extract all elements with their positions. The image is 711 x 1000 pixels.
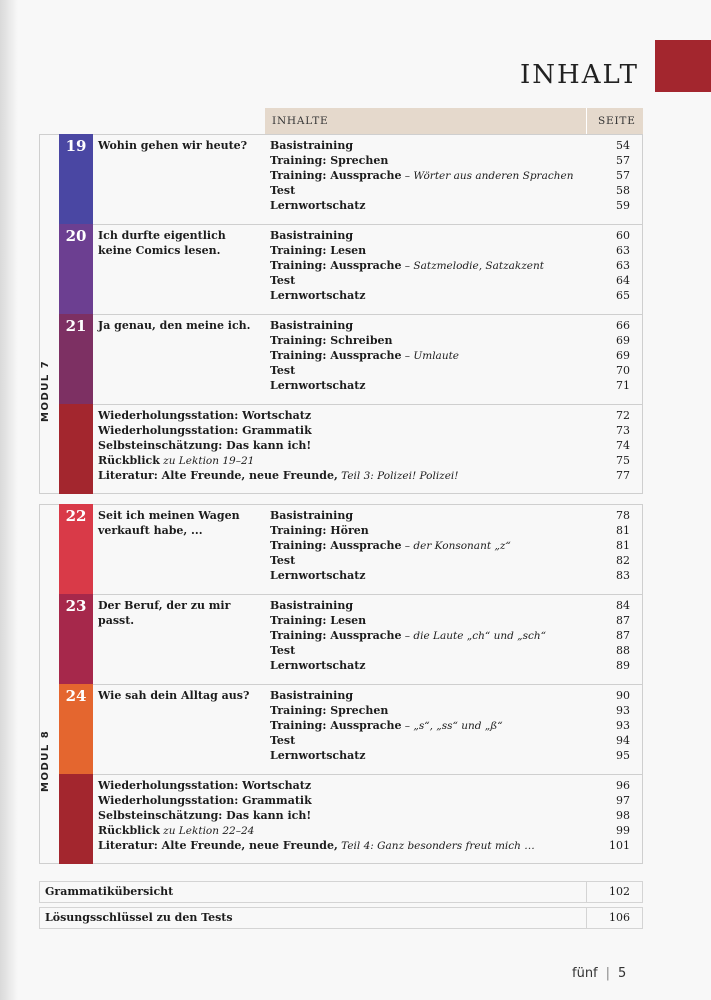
entry-title: Wiederholungsstation: Wortschatz (98, 779, 312, 792)
review-entry (98, 468, 459, 483)
entry-title: Basistraining (270, 509, 354, 522)
review-entry (98, 823, 254, 838)
lesson-entry (270, 348, 459, 363)
lesson-entry (270, 363, 295, 378)
entry-page-number: 75 (616, 454, 630, 467)
entry-title: Training: Aussprache (270, 539, 402, 552)
lesson-number: 21 (65, 317, 87, 335)
lesson-entry (270, 613, 366, 628)
module-frame-side (39, 504, 40, 864)
review-entry (98, 453, 254, 468)
appendix-page-number: 102 (609, 885, 630, 898)
entry-title: Training: Lesen (270, 244, 367, 257)
entry-title: Training: Schreiben (270, 334, 393, 347)
lesson-title: Wohin gehen wir heute? (98, 139, 248, 152)
entry-page-number: 99 (616, 824, 630, 837)
lesson-number: 19 (65, 137, 87, 155)
entry-page-number: 101 (609, 839, 630, 852)
lesson-number: 24 (65, 687, 87, 705)
entry-page-number: 93 (616, 704, 630, 717)
entry-title: Basistraining (270, 139, 354, 152)
entry-page-number: 74 (616, 439, 630, 452)
page-footer (572, 966, 626, 981)
entry-page-number: 71 (616, 379, 630, 392)
entry-title: Lernwortschatz (270, 289, 366, 302)
appendix-title: Grammatikübersicht (45, 885, 174, 898)
entry-detail: – die Laute „ch“ und „sch“ (401, 630, 547, 642)
entry-title: Selbsteinschätzung: Das kann ich! (98, 439, 312, 452)
entry-page-number: 59 (616, 199, 630, 212)
entry-title: Training: Aussprache (270, 169, 402, 182)
entry-title: Training: Aussprache (270, 349, 402, 362)
entry-detail: zu Lektion 22–24 (159, 825, 255, 837)
lesson-entry (270, 508, 353, 523)
entry-title: Test (270, 554, 296, 567)
entry-title: Lernwortschatz (270, 659, 366, 672)
entry-title: Test (270, 734, 296, 747)
appendix-title: Lösungsschlüssel zu den Tests (45, 911, 233, 924)
entry-title: Wiederholungsstation: Grammatik (98, 794, 312, 807)
entry-detail: – Wörter aus anderen Sprachen (401, 170, 574, 182)
entry-detail: – „s“, „ss“ und „ß“ (401, 720, 503, 732)
lesson-entry (270, 628, 546, 643)
review-color-band (59, 404, 93, 494)
entry-page-number: 66 (616, 319, 630, 332)
chapter-tab (655, 40, 711, 92)
entry-page-number: 97 (616, 794, 630, 807)
entry-title: Literatur: Alte Freunde, neue Freunde, (98, 469, 338, 482)
review-entry (98, 423, 312, 438)
lesson-entry (270, 553, 295, 568)
entry-page-number: 78 (616, 509, 630, 522)
entry-detail: zu Lektion 19–21 (159, 455, 255, 467)
lesson-entry (270, 138, 353, 153)
module-frame-side (39, 134, 40, 494)
entry-page-number: 83 (616, 569, 630, 582)
footer-page-word: fünf (572, 966, 598, 981)
lesson-entry (270, 568, 366, 583)
lesson-entry (270, 288, 366, 303)
entry-detail: – Umlaute (401, 350, 460, 362)
entry-title: Test (270, 184, 296, 197)
entry-title: Wiederholungsstation: Grammatik (98, 424, 312, 437)
entry-page-number: 58 (616, 184, 630, 197)
entry-title: Basistraining (270, 229, 354, 242)
header-divider (586, 108, 587, 134)
entry-page-number: 88 (616, 644, 630, 657)
lesson-title: Wie sah dein Alltag aus? (98, 689, 250, 702)
entry-page-number: 90 (616, 689, 630, 702)
review-separator (93, 404, 643, 405)
entry-page-number: 87 (616, 614, 630, 627)
lesson-number: 22 (65, 507, 87, 525)
entry-page-number: 54 (616, 139, 630, 152)
lesson-entry (270, 168, 573, 183)
entry-title: Lernwortschatz (270, 379, 366, 392)
entry-title: Rückblick (98, 824, 160, 837)
lesson-title: Ich durfte eigentlich keine Comics lesen. (98, 229, 226, 257)
entry-page-number: 60 (616, 229, 630, 242)
entry-page-number: 77 (616, 469, 630, 482)
entry-page-number: 57 (616, 169, 630, 182)
lesson-entry (270, 198, 366, 213)
appendix-divider (586, 907, 587, 929)
entry-page-number: 98 (616, 809, 630, 822)
entry-title: Training: Hören (270, 524, 369, 537)
entry-title: Literatur: Alte Freunde, neue Freunde, (98, 839, 338, 852)
lesson-entry (270, 183, 295, 198)
page-title: INHALT (520, 60, 639, 90)
lesson-entry (270, 703, 388, 718)
entry-title: Wiederholungsstation: Wortschatz (98, 409, 312, 422)
entry-detail: Teil 3: Polizei! Polizei! (337, 470, 459, 482)
header-contents-label: INHALTE (272, 115, 329, 127)
footer-divider: | (605, 966, 611, 981)
entry-page-number: 63 (616, 244, 630, 257)
entry-title: Lernwortschatz (270, 199, 366, 212)
lesson-entry (270, 598, 353, 613)
entry-page-number: 73 (616, 424, 630, 437)
header-page-label: SEITE (598, 115, 636, 127)
entry-page-number: 95 (616, 749, 630, 762)
page-gutter-shadow (0, 0, 18, 1000)
entry-detail: – der Konsonant „z“ (401, 540, 511, 552)
entry-page-number: 87 (616, 629, 630, 642)
lesson-entry (270, 733, 295, 748)
entry-title: Training: Aussprache (270, 629, 402, 642)
entry-page-number: 94 (616, 734, 630, 747)
entry-title: Basistraining (270, 319, 354, 332)
review-entry (98, 438, 311, 453)
entry-title: Rückblick (98, 454, 160, 467)
lesson-entry (270, 378, 366, 393)
appendix-page-number: 106 (609, 911, 630, 924)
review-entry (98, 778, 311, 793)
lesson-number: 23 (65, 597, 87, 615)
entry-page-number: 64 (616, 274, 630, 287)
lesson-number: 20 (65, 227, 87, 245)
review-entry (98, 808, 311, 823)
footer-page-number: 5 (618, 966, 627, 981)
entry-page-number: 81 (616, 524, 630, 537)
entry-page-number: 70 (616, 364, 630, 377)
lesson-entry (270, 658, 366, 673)
entry-page-number: 57 (616, 154, 630, 167)
entry-page-number: 69 (616, 349, 630, 362)
entry-page-number: 82 (616, 554, 630, 567)
lesson-entry (270, 153, 388, 168)
lesson-entry (270, 688, 353, 703)
lesson-entry (270, 333, 393, 348)
lesson-separator (93, 224, 643, 225)
lesson-entry (270, 523, 369, 538)
review-separator (93, 774, 643, 775)
entry-page-number: 63 (616, 259, 630, 272)
entry-page-number: 69 (616, 334, 630, 347)
entry-page-number: 93 (616, 719, 630, 732)
review-entry (98, 408, 311, 423)
entry-title: Basistraining (270, 689, 354, 702)
module-label: MODUL 7 (40, 359, 51, 422)
entry-page-number: 89 (616, 659, 630, 672)
lesson-separator (93, 594, 643, 595)
entry-page-number: 72 (616, 409, 630, 422)
entry-title: Training: Lesen (270, 614, 367, 627)
entry-page-number: 65 (616, 289, 630, 302)
entry-title: Lernwortschatz (270, 749, 366, 762)
entry-detail: – Satzmelodie, Satzakzent (401, 260, 544, 272)
lesson-entry (270, 538, 511, 553)
lesson-title: Der Beruf, der zu mir passt. (98, 599, 231, 627)
review-entry (98, 793, 312, 808)
lesson-title: Ja genau, den meine ich. (98, 319, 251, 332)
entry-title: Training: Sprechen (270, 154, 389, 167)
entry-page-number: 81 (616, 539, 630, 552)
entry-title: Basistraining (270, 599, 354, 612)
entry-title: Training: Sprechen (270, 704, 389, 717)
lesson-entry (270, 748, 366, 763)
review-entry (98, 838, 535, 853)
lesson-entry (270, 273, 295, 288)
lesson-separator (93, 314, 643, 315)
entry-title: Test (270, 274, 296, 287)
lesson-separator (93, 684, 643, 685)
lesson-entry (270, 318, 353, 333)
lesson-entry (270, 243, 366, 258)
entry-title: Lernwortschatz (270, 569, 366, 582)
lesson-entry (270, 643, 295, 658)
entry-page-number: 96 (616, 779, 630, 792)
entry-title: Test (270, 644, 296, 657)
entry-detail: Teil 4: Ganz besonders freut mich … (337, 840, 535, 852)
entry-title: Training: Aussprache (270, 259, 402, 272)
lesson-title: Seit ich meinen Wagen verkauft habe, ... (98, 509, 240, 537)
review-color-band (59, 774, 93, 864)
lesson-entry (270, 228, 353, 243)
entry-page-number: 84 (616, 599, 630, 612)
lesson-entry (270, 258, 544, 273)
entry-title: Selbsteinschätzung: Das kann ich! (98, 809, 312, 822)
entry-title: Training: Aussprache (270, 719, 402, 732)
entry-title: Test (270, 364, 296, 377)
appendix-divider (586, 881, 587, 903)
lesson-entry (270, 718, 503, 733)
module-label: MODUL 8 (40, 729, 51, 792)
